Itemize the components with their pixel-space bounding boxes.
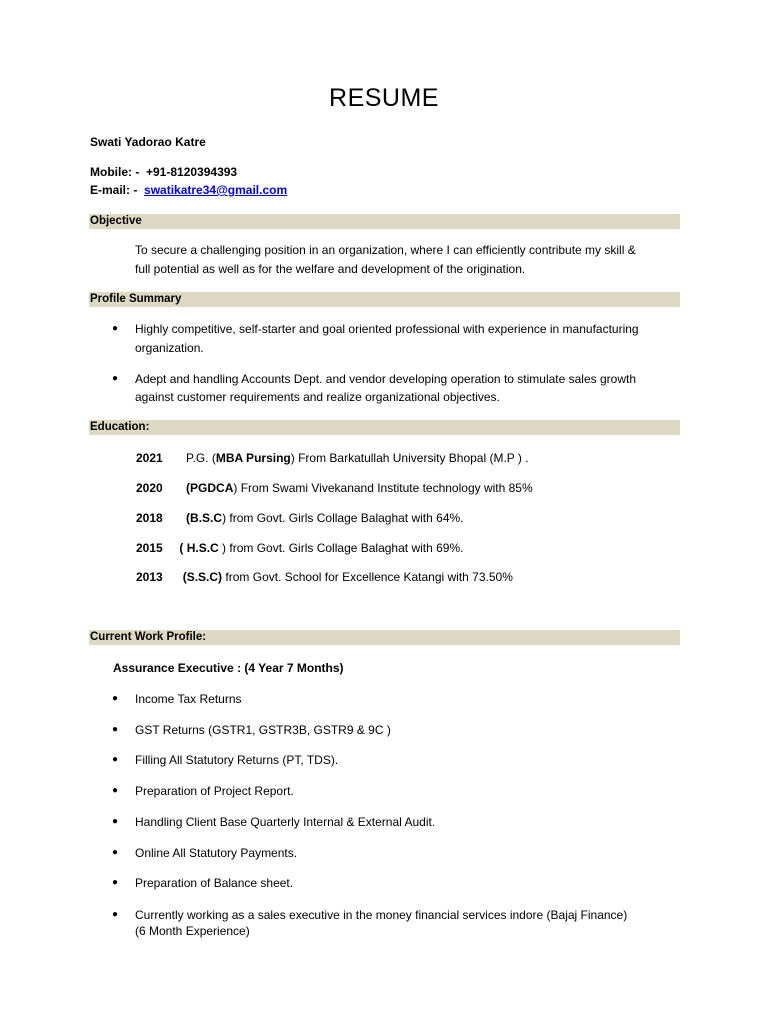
education-detail: ) from Govt. Girls Collage Balaghat with 64%. xyxy=(222,511,464,525)
bullet-icon: ● xyxy=(112,847,119,858)
bullet-icon: ● xyxy=(112,909,119,920)
bullet-icon: ● xyxy=(112,754,119,765)
profile-item-2-line-1: Adept and handling Accounts Dept. and vendor developing operation to stimulate sales growth xyxy=(135,372,636,386)
education-year: 2021 xyxy=(136,451,163,465)
work-profile-heading: Current Work Profile: xyxy=(89,630,680,645)
work-role: Assurance Executive : (4 Year 7 Months) xyxy=(113,661,344,675)
bullet-icon: ● xyxy=(112,693,119,704)
objective-heading: Objective xyxy=(89,214,680,229)
work-item: GST Returns (GSTR1, GSTR3B, GSTR9 & 9C ) xyxy=(135,723,391,737)
bullet-icon: ● xyxy=(112,373,119,384)
education-year: 2020 xyxy=(136,481,163,495)
page-title: RESUME xyxy=(329,84,439,112)
profile-summary-heading: Profile Summary xyxy=(89,292,680,307)
education-degree: B.S.C xyxy=(190,511,223,525)
email-line xyxy=(90,181,287,199)
education-prefix: ( xyxy=(186,481,191,495)
email-label: E-mail: - xyxy=(90,183,138,197)
education-row xyxy=(136,539,463,557)
education-detail: ) From Barkatullah University Bhopal (M.P ) . xyxy=(290,451,529,465)
mobile-value: +91-8120394393 xyxy=(146,165,238,179)
work-item: Online All Statutory Payments. xyxy=(135,846,298,860)
bullet-icon: ● xyxy=(112,323,119,334)
mobile-line xyxy=(90,163,237,181)
education-degree: MBA Pursing xyxy=(215,451,291,465)
bullet-icon: ● xyxy=(112,877,119,888)
education-prefix: ( xyxy=(186,511,191,525)
education-detail: ) From Swami Vivekanand Institute technology with 85% xyxy=(233,481,533,495)
objective-line-2: full potential as well as for the welfare and development of the origination. xyxy=(135,262,526,276)
education-degree: PGDCA xyxy=(190,481,234,495)
bullet-icon: ● xyxy=(112,724,119,735)
candidate-name: Swati Yadorao Katre xyxy=(90,135,206,149)
work-item: Income Tax Returns xyxy=(135,692,242,706)
work-item-last-line-1: Currently working as a sales executive in the money financial services indore (Bajaj Finance) xyxy=(135,908,628,922)
education-prefix: ( xyxy=(179,541,184,555)
education-year: 2015 xyxy=(136,541,163,555)
education-row xyxy=(136,509,464,527)
work-item-last-line-2: (6 Month Experience) xyxy=(135,924,250,938)
profile-item-2-line-2: against customer requirements and realize organizational objectives. xyxy=(135,390,500,404)
education-degree: H.S.C xyxy=(183,541,223,555)
email-link[interactable]: swatikatre34@gmail.com xyxy=(144,183,288,197)
profile-item-1-line-1: Highly competitive, self-starter and goal oriented professional with experience in manufacturing xyxy=(135,322,639,336)
bullet-icon: ● xyxy=(112,816,119,827)
education-row xyxy=(136,568,513,586)
education-row xyxy=(136,479,533,497)
work-item: Preparation of Project Report. xyxy=(135,784,294,798)
education-prefix: ( xyxy=(182,570,187,584)
work-item: Preparation of Balance sheet. xyxy=(135,876,294,890)
education-detail: ) from Govt. Girls Collage Balaghat with 69%. xyxy=(222,541,464,555)
objective-line-1: To secure a challenging position in an organization, where I can efficiently contribute my skill & xyxy=(135,243,636,257)
mobile-label: Mobile: - xyxy=(90,165,140,179)
education-row xyxy=(136,449,529,467)
education-heading: Education: xyxy=(89,420,680,435)
bullet-icon: ● xyxy=(112,785,119,796)
work-item: Handling Client Base Quarterly Internal & External Audit. xyxy=(135,815,436,829)
education-year: 2013 xyxy=(136,570,163,584)
education-year: 2018 xyxy=(136,511,163,525)
education-degree: S.S.C) xyxy=(186,570,223,584)
education-detail: from Govt. School for Excellence Katangi with 73.50% xyxy=(222,570,513,584)
education-prefix: P.G. ( xyxy=(186,451,216,465)
work-item: Filling All Statutory Returns (PT, TDS). xyxy=(135,753,339,767)
profile-item-1-line-2: organization. xyxy=(135,341,204,355)
